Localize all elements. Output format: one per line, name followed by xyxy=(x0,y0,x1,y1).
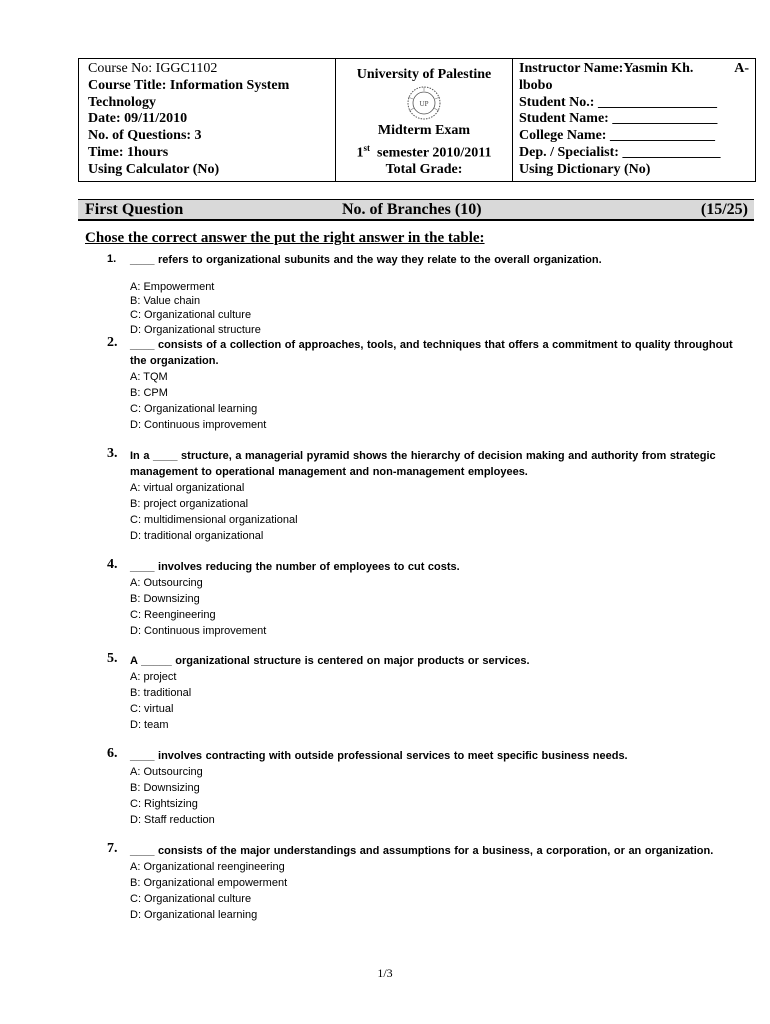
option-c: C: Organizational culture xyxy=(130,893,252,905)
question-number: 2. xyxy=(107,335,118,350)
question-number: 4. xyxy=(107,557,118,572)
question-text: ____ involves reducing the number of employees to cut costs. xyxy=(130,561,460,573)
section-grade: (15/25) xyxy=(700,201,748,218)
option-d: D: traditional organizational xyxy=(130,530,264,542)
option-d: D: Organizational structure xyxy=(130,323,261,336)
option-d: D: team xyxy=(130,719,169,731)
option-a: A: project xyxy=(130,671,177,683)
option-c: C: Organizational learning xyxy=(130,403,258,415)
student-name-field: Student Name: _______________ xyxy=(519,111,718,127)
question-number: 1. xyxy=(107,253,117,265)
option-a: A: TQM xyxy=(130,371,168,383)
option-c: C: Organizational culture xyxy=(130,309,252,322)
exam-date: Date: 09/11/2010 xyxy=(88,111,188,127)
option-list xyxy=(130,669,745,733)
option-list xyxy=(130,369,745,433)
total-grade: Total Grade: xyxy=(385,161,463,177)
instructor-name: Instructor Name:Yasmin Kh. A- xyxy=(519,61,749,76)
option-a: A: Outsourcing xyxy=(130,766,203,778)
question-text: A _____ organizational structure is centered on major products or services. xyxy=(130,655,530,667)
student-info xyxy=(512,59,755,181)
student-number-field: Student No.: _________________ xyxy=(519,94,717,110)
option-a: A: Outsourcing xyxy=(130,577,203,589)
option-b: B: traditional xyxy=(130,687,192,699)
calculator-rule: Using Calculator (No) xyxy=(88,161,220,177)
option-a: A: Organizational reengineering xyxy=(130,861,285,873)
branch-count: No. of Branches (10) xyxy=(342,201,482,218)
question-number: 7. xyxy=(107,841,118,856)
option-list xyxy=(130,764,745,828)
question-item xyxy=(85,252,745,337)
question-text: ____ involves contracting with outside professional services to meet specific business needs. xyxy=(130,750,628,762)
seal-label: UP xyxy=(419,100,429,108)
instructor-name-cont: lbobo xyxy=(519,77,553,93)
exam-title-block xyxy=(336,123,512,178)
department-field: Dep. / Specialist: ______________ xyxy=(519,144,721,160)
option-b: B: Downsizing xyxy=(130,593,200,605)
question-item xyxy=(85,843,745,923)
option-b: B: project organizational xyxy=(130,498,249,510)
option-b: B: Value chain xyxy=(130,295,201,308)
college-name-field: College Name: _______________ xyxy=(519,128,715,144)
exam-header xyxy=(78,58,756,182)
section-title: First Question xyxy=(85,201,184,218)
option-list xyxy=(130,859,745,923)
option-d: D: Staff reduction xyxy=(130,814,215,826)
university-seal-icon xyxy=(404,85,444,121)
course-number: Course No: IGGC1102 xyxy=(88,61,218,76)
option-b: B: Downsizing xyxy=(130,782,200,794)
option-b: B: CPM xyxy=(130,387,168,399)
exam-time: Time: 1hours xyxy=(88,144,169,160)
option-d: D: Continuous improvement xyxy=(130,419,267,431)
option-a: A: Empowerment xyxy=(130,281,215,293)
question-number: 6. xyxy=(107,746,118,761)
option-c: C: Rightsizing xyxy=(130,798,198,810)
option-list xyxy=(130,280,745,337)
option-list xyxy=(130,575,745,639)
instruction-text: Chose the correct answer the put the right answer in the table: xyxy=(85,230,485,246)
question-item xyxy=(85,559,745,639)
question-text: ____ consists of the major understandings and assumptions for a business, a corporation, or an organization. xyxy=(130,845,714,857)
question-text: ____ refers to organizational subunits and the way they relate to the overall organization. xyxy=(130,254,602,266)
question-text: ____ consists of a collection of approaches, tools, and techniques that offers a commitment to quality throughout the organization. xyxy=(130,339,733,367)
question-number: 5. xyxy=(107,651,118,666)
option-c: C: Reengineering xyxy=(130,609,216,621)
option-c: C: virtual xyxy=(130,703,174,715)
course-title-cont: Technology xyxy=(88,94,156,110)
question-item xyxy=(85,448,745,544)
question-count: No. of Questions: 3 xyxy=(88,128,202,144)
page-number: 1/3 xyxy=(377,966,393,980)
option-d: D: Organizational learning xyxy=(130,909,258,921)
option-list xyxy=(130,480,745,544)
course-title: Course Title: Information System xyxy=(88,77,290,93)
option-d: D: Continuous improvement xyxy=(130,625,267,637)
option-b: B: Organizational empowerment xyxy=(130,877,288,889)
question-text: In a ____ structure, a managerial pyramid shows the hierarchy of decision making and authority from strategic management to operational management and non-management employees. xyxy=(130,450,716,478)
semester: 1st semester 2010/2011 xyxy=(356,142,492,161)
course-info xyxy=(79,59,336,181)
university-name: University of Palestine xyxy=(356,67,492,82)
question-item xyxy=(85,653,745,733)
section-bar xyxy=(78,199,754,221)
option-c: C: multidimensional organizational xyxy=(130,514,298,526)
question-number: 3. xyxy=(107,446,118,461)
university-block xyxy=(336,59,513,181)
dictionary-rule: Using Dictionary (No) xyxy=(519,161,651,177)
exam-type: Midterm Exam xyxy=(377,123,471,138)
question-item xyxy=(85,337,745,433)
question-item xyxy=(85,748,745,828)
option-a: A: virtual organizational xyxy=(130,482,245,494)
